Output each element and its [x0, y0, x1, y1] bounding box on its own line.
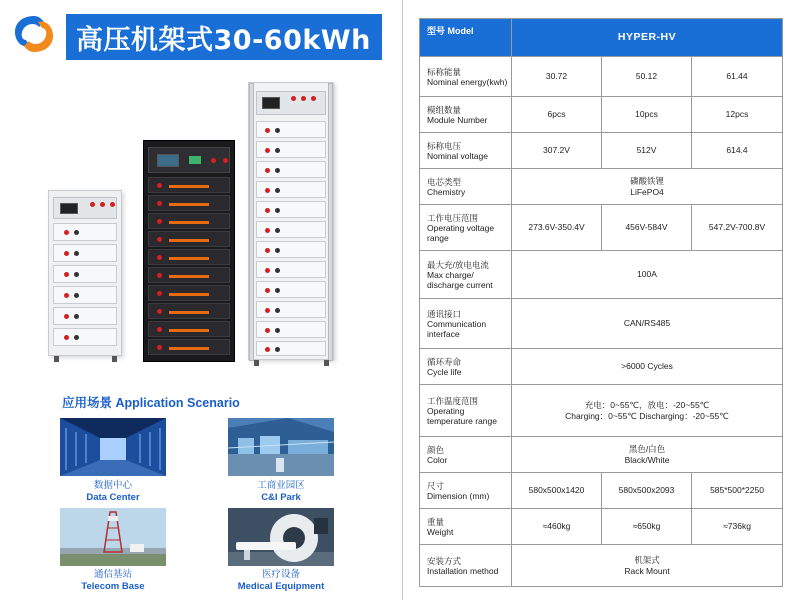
spec-value: 61.44	[692, 57, 783, 97]
spec-label: 安装方式 Installation method	[420, 545, 512, 587]
spec-label: 通讯接口 Communication interface	[420, 299, 512, 349]
spec-value: 充电：0~55℃，放电：-20~55℃ Charging：0~55℃ Discharging：-20~55℃	[512, 385, 783, 437]
battery-module	[148, 339, 230, 355]
spec-label: 标称电压 Nominal voltage	[420, 133, 512, 169]
spec-value: 547.2V-700.8V	[692, 205, 783, 251]
spec-value: 50.12	[602, 57, 692, 97]
battery-module	[256, 301, 326, 318]
indicator-icon	[223, 158, 228, 163]
scenario-label-telecom-base: 通信基站 Telecom Base	[81, 569, 145, 592]
spec-label: 模组数量 Module Number	[420, 97, 512, 133]
spec-row-max-current	[420, 251, 783, 299]
battery-module	[256, 141, 326, 158]
spec-value: 614.4	[692, 133, 783, 169]
battery-module	[53, 286, 117, 304]
spec-row-installation	[420, 545, 783, 587]
control-panel	[256, 91, 326, 115]
status-light	[189, 156, 201, 164]
indicator-icon	[311, 96, 316, 101]
battery-module	[53, 307, 117, 325]
telecom-tower-image	[60, 508, 166, 566]
spec-label: 重量 Weight	[420, 509, 512, 545]
spec-value: 机架式 Rack Mount	[512, 545, 783, 587]
battery-module	[148, 321, 230, 337]
spec-value: 580x500x2093	[602, 473, 692, 509]
control-panel	[148, 147, 230, 173]
spec-value: 磷酸铁锂 LiFePO4	[512, 169, 783, 205]
spec-row-cycle-life	[420, 349, 783, 385]
battery-module	[148, 285, 230, 301]
scenario-label-medical-equipment: 医疗设备 Medical Equipment	[237, 569, 325, 592]
spec-label: 型号 Model	[420, 19, 512, 57]
spec-row-nominal-energy	[420, 57, 783, 97]
battery-module	[148, 249, 230, 265]
rack-post	[328, 83, 333, 361]
battery-module	[53, 223, 117, 241]
battery-module	[256, 181, 326, 198]
battery-module	[256, 161, 326, 178]
scenario-label-ci-park: 工商业园区 C&I Park	[257, 480, 305, 503]
medical-scanner-image	[228, 508, 334, 566]
cabinet-foot	[54, 356, 59, 362]
display-screen	[262, 97, 280, 109]
battery-module	[148, 213, 230, 229]
spec-value: ≈650kg	[602, 509, 692, 545]
spec-label: 电芯类型 Chemistry	[420, 169, 512, 205]
spec-label: 循环寿命 Cycle life	[420, 349, 512, 385]
spec-value: 512V	[602, 133, 692, 169]
battery-module	[148, 195, 230, 211]
spec-label: 工作温度范围 Operating temperature range	[420, 385, 512, 437]
battery-module	[256, 261, 326, 278]
page-title: 高压机架式30-60kWh	[66, 14, 382, 60]
spec-row-module-number	[420, 97, 783, 133]
battery-module	[256, 221, 326, 238]
cabinet-tall-white-rack	[248, 82, 334, 360]
battery-module	[256, 201, 326, 218]
spec-label: 工作电压范围 Operating voltage range	[420, 205, 512, 251]
spec-label: 最大充/放电电流 Max charge/ discharge current	[420, 251, 512, 299]
rack-post	[249, 83, 254, 361]
spec-row-chemistry	[420, 169, 783, 205]
cabinet-foot	[254, 360, 259, 366]
spec-value: 10pcs	[602, 97, 692, 133]
indicator-icon	[90, 202, 95, 207]
display-screen	[157, 154, 179, 167]
battery-module	[256, 241, 326, 258]
scenario-label-data-center: 数据中心 Data Center	[86, 480, 140, 503]
spec-row-dimension	[420, 473, 783, 509]
spec-value: 456V-584V	[602, 205, 692, 251]
battery-module	[148, 231, 230, 247]
indicator-icon	[291, 96, 296, 101]
column-divider	[402, 0, 403, 600]
battery-module	[53, 265, 117, 283]
spec-label: 颜色 Color	[420, 437, 512, 473]
display-screen	[60, 203, 78, 214]
indicator-icon	[211, 158, 216, 163]
spec-value: ≈460kg	[512, 509, 602, 545]
battery-module	[256, 321, 326, 338]
spec-row-operating-temperature	[420, 385, 783, 437]
battery-module	[256, 341, 326, 356]
indicator-icon	[100, 202, 105, 207]
spec-table	[419, 18, 783, 587]
spec-value: 585*500*2250	[692, 473, 783, 509]
spec-value: ≈736kg	[692, 509, 783, 545]
battery-module	[148, 303, 230, 319]
battery-module	[148, 177, 230, 193]
control-panel	[53, 197, 117, 219]
spec-value: 100A	[512, 251, 783, 299]
spec-value: >6000 Cycles	[512, 349, 783, 385]
spec-row-weight	[420, 509, 783, 545]
application-scenario-title: 应用场景 Application Scenario	[62, 396, 240, 410]
cabinet-foot	[112, 356, 117, 362]
cabinet-foot	[324, 360, 329, 366]
battery-module	[256, 281, 326, 298]
spec-row-operating-voltage	[420, 205, 783, 251]
spec-row-nominal-voltage	[420, 133, 783, 169]
battery-module	[53, 244, 117, 262]
battery-module	[256, 121, 326, 138]
spec-value: 580x500x1420	[512, 473, 602, 509]
battery-module	[148, 267, 230, 283]
indicator-icon	[110, 202, 115, 207]
spec-value: 12pcs	[692, 97, 783, 133]
spec-row-model	[420, 19, 783, 57]
indicator-icon	[301, 96, 306, 101]
cabinet-medium-black	[143, 140, 235, 362]
spec-label: 尺寸 Dimension (mm)	[420, 473, 512, 509]
battery-module	[53, 328, 117, 346]
cabinet-small-white	[48, 190, 122, 356]
industrial-park-image	[228, 418, 334, 476]
data-center-image	[60, 418, 166, 476]
interlocked-ring-logo-icon	[8, 10, 60, 58]
spec-value: CAN/RS485	[512, 299, 783, 349]
spec-value: 30.72	[512, 57, 602, 97]
spec-value: HYPER-HV	[512, 19, 783, 57]
spec-value: 273.6V-350.4V	[512, 205, 602, 251]
spec-label: 标称能量 Nominal energy(kwh)	[420, 57, 512, 97]
spec-value: 307.2V	[512, 133, 602, 169]
spec-row-communication	[420, 299, 783, 349]
spec-value: 黑色/白色 Black/White	[512, 437, 783, 473]
spec-row-color	[420, 437, 783, 473]
spec-value: 6pcs	[512, 97, 602, 133]
